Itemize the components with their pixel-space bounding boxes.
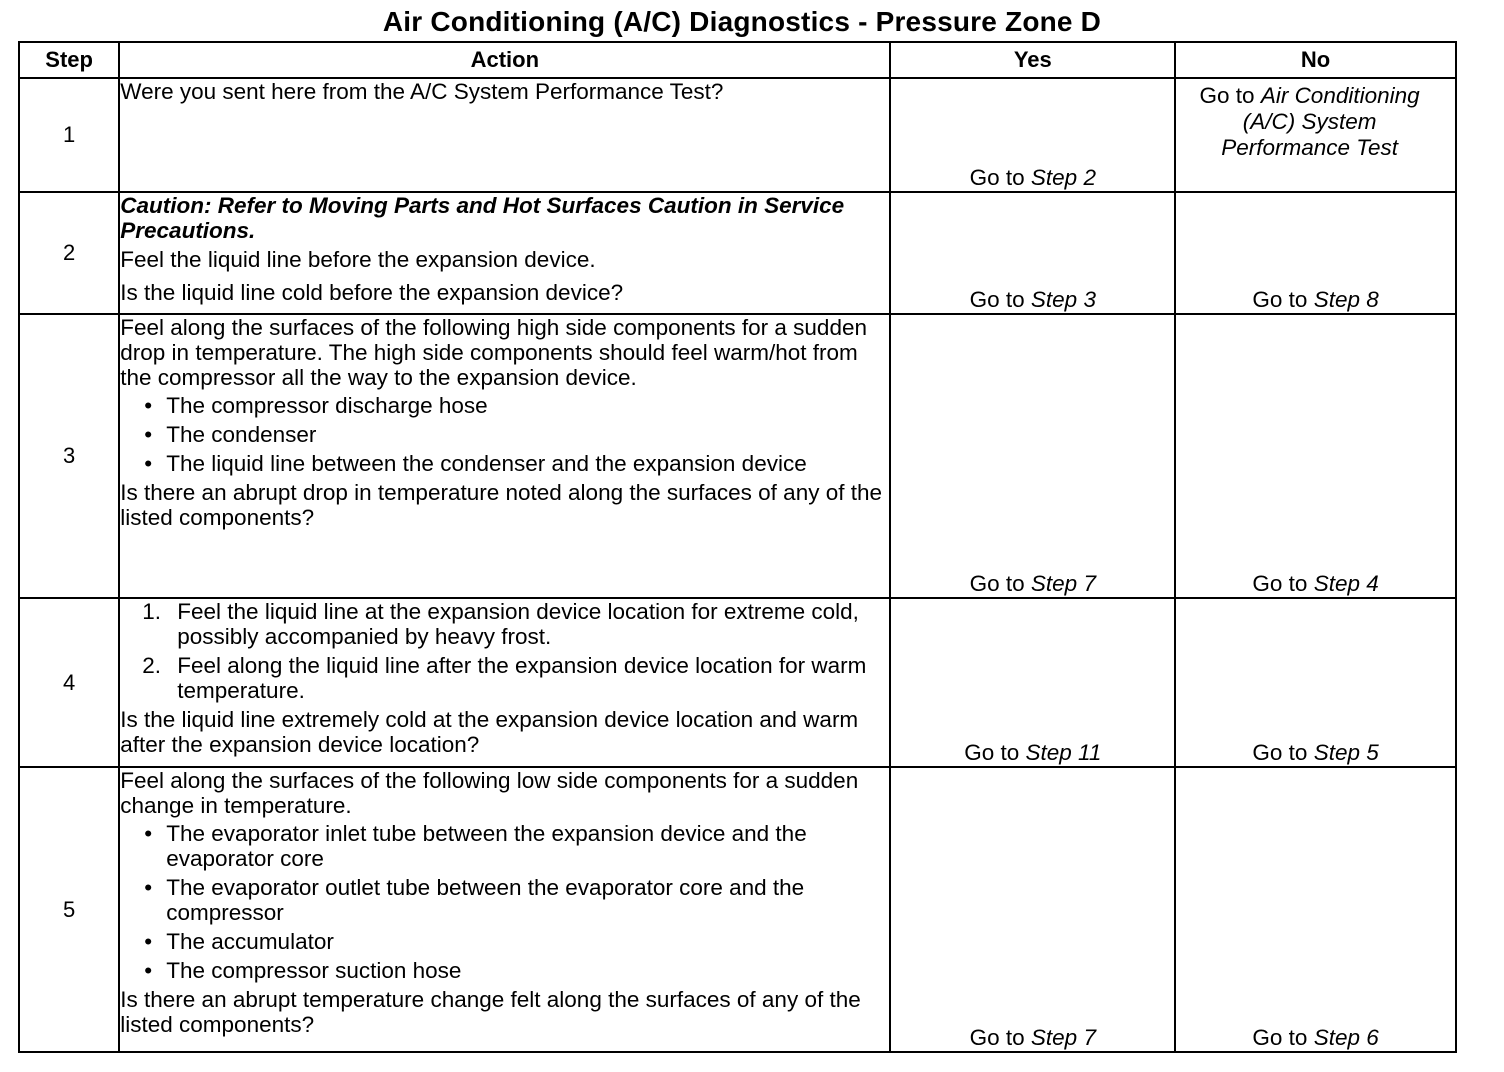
yes-target-link[interactable]: Step 7 xyxy=(1030,571,1096,596)
yes-cell xyxy=(890,192,1175,314)
bullet-icon: • xyxy=(144,451,153,476)
go-to-text: Go to xyxy=(1252,571,1308,596)
list-number: 2. xyxy=(142,653,162,678)
header-no: No xyxy=(1175,42,1456,78)
bullet-icon: • xyxy=(144,821,153,846)
bullet-icon: • xyxy=(144,393,153,418)
no-target-link[interactable]: Step 6 xyxy=(1313,1025,1379,1050)
yes-cell xyxy=(890,767,1175,1052)
list-item xyxy=(144,821,889,871)
no-cell xyxy=(1175,78,1456,192)
question-text: Is the liquid line extremely cold at the expansion device location and warm after the expansion device location? xyxy=(120,707,859,757)
step-number: 2 xyxy=(19,192,119,314)
list-item xyxy=(142,653,889,703)
list-item xyxy=(144,958,889,983)
go-to-text: Go to xyxy=(1252,1025,1308,1050)
yes-target-link[interactable]: Step 2 xyxy=(1030,165,1096,190)
go-to-text: Go to xyxy=(964,740,1020,765)
no-target-link[interactable]: Step 8 xyxy=(1313,287,1379,312)
yes-cell xyxy=(890,78,1175,192)
step-number: 3 xyxy=(19,314,119,598)
go-to-text: Go to xyxy=(969,571,1025,596)
list-item-text: Feel the liquid line at the expansion device location for extreme cold, possibly accompanied by heavy frost. xyxy=(177,599,859,649)
instruction-text: Feel along the surfaces of the following high side components for a sudden drop in temperature. The high side components should feel warm/hot from the compressor all the way to the expansion device. xyxy=(120,315,867,390)
bullet-icon: • xyxy=(144,958,153,983)
bullet-list xyxy=(120,821,889,983)
table-row xyxy=(19,314,1456,598)
bullet-icon: • xyxy=(144,422,153,447)
no-target-link[interactable]: Step 5 xyxy=(1313,740,1379,765)
question-text: Were you sent here from the A/C System Performance Test? xyxy=(120,79,724,104)
action-cell xyxy=(119,192,890,314)
yes-target-link[interactable]: Step 7 xyxy=(1030,1025,1096,1050)
list-item-text: The compressor suction hose xyxy=(166,958,462,983)
numbered-list xyxy=(120,599,889,703)
bullet-icon: • xyxy=(144,875,153,900)
list-item xyxy=(144,393,889,418)
no-cell xyxy=(1175,767,1456,1052)
step-number: 1 xyxy=(19,78,119,192)
go-to-text: Go to xyxy=(1252,740,1308,765)
table-row xyxy=(19,598,1456,767)
yes-target-link[interactable]: Step 11 xyxy=(1025,740,1102,765)
diagnostic-table xyxy=(18,41,1457,1053)
bullet-list xyxy=(120,393,889,476)
instruction-text: Feel the liquid line before the expansion device. xyxy=(120,247,596,272)
step-number: 5 xyxy=(19,767,119,1052)
list-item xyxy=(144,422,889,447)
list-item-text: The evaporator inlet tube between the expansion device and the evaporator core xyxy=(166,821,807,871)
page-title: Air Conditioning (A/C) Diagnostics - Pressure Zone D xyxy=(382,6,1102,37)
header-yes: Yes xyxy=(890,42,1175,78)
bullet-icon: • xyxy=(144,929,153,954)
table-row xyxy=(19,767,1456,1052)
go-to-text: Go to xyxy=(1252,287,1308,312)
yes-cell xyxy=(890,598,1175,767)
caution-text: Caution: Refer to Moving Parts and Hot Surfaces Caution in Service Precautions. xyxy=(120,193,845,243)
go-to-text: Go to xyxy=(1199,83,1255,108)
list-item xyxy=(144,451,889,476)
yes-cell xyxy=(890,314,1175,598)
no-cell xyxy=(1175,192,1456,314)
go-to-text: Go to xyxy=(969,1025,1025,1050)
step-number: 4 xyxy=(19,598,119,767)
table-row xyxy=(19,192,1456,314)
list-item xyxy=(142,599,889,649)
table-header-row xyxy=(19,42,1456,78)
table-row xyxy=(19,78,1456,192)
go-to-text: Go to xyxy=(969,165,1025,190)
list-item-text: The accumulator xyxy=(166,929,334,954)
action-cell xyxy=(119,767,890,1052)
action-cell xyxy=(119,598,890,767)
list-item xyxy=(144,875,889,925)
list-item-text: The evaporator outlet tube between the evaporator core and the compressor xyxy=(166,875,805,925)
header-step: Step xyxy=(19,42,119,78)
question-text: Is there an abrupt temperature change felt along the surfaces of any of the listed components? xyxy=(120,987,861,1037)
list-item xyxy=(144,929,889,954)
list-item-text: The compressor discharge hose xyxy=(166,393,488,418)
list-item-text: The condenser xyxy=(166,422,317,447)
question-text: Is the liquid line cold before the expansion device? xyxy=(120,280,624,305)
question-text: Is there an abrupt drop in temperature noted along the surfaces of any of the listed components? xyxy=(120,480,883,530)
yes-target-link[interactable]: Step 3 xyxy=(1030,287,1096,312)
list-item-text: Feel along the liquid line after the expansion device location for warm temperature. xyxy=(177,653,867,703)
action-cell xyxy=(119,314,890,598)
instruction-text: Feel along the surfaces of the following low side components for a sudden change in temperature. xyxy=(120,768,859,818)
list-number: 1. xyxy=(142,599,162,624)
no-cell xyxy=(1175,598,1456,767)
no-target-link[interactable]: Air Conditioning (A/C) System Performance Test xyxy=(1221,83,1420,160)
no-target-link[interactable]: Step 4 xyxy=(1313,571,1379,596)
list-item-text: The liquid line between the condenser and the expansion device xyxy=(166,451,807,476)
action-cell xyxy=(119,78,890,192)
go-to-text: Go to xyxy=(969,287,1025,312)
header-action: Action xyxy=(119,42,890,78)
no-cell xyxy=(1175,314,1456,598)
